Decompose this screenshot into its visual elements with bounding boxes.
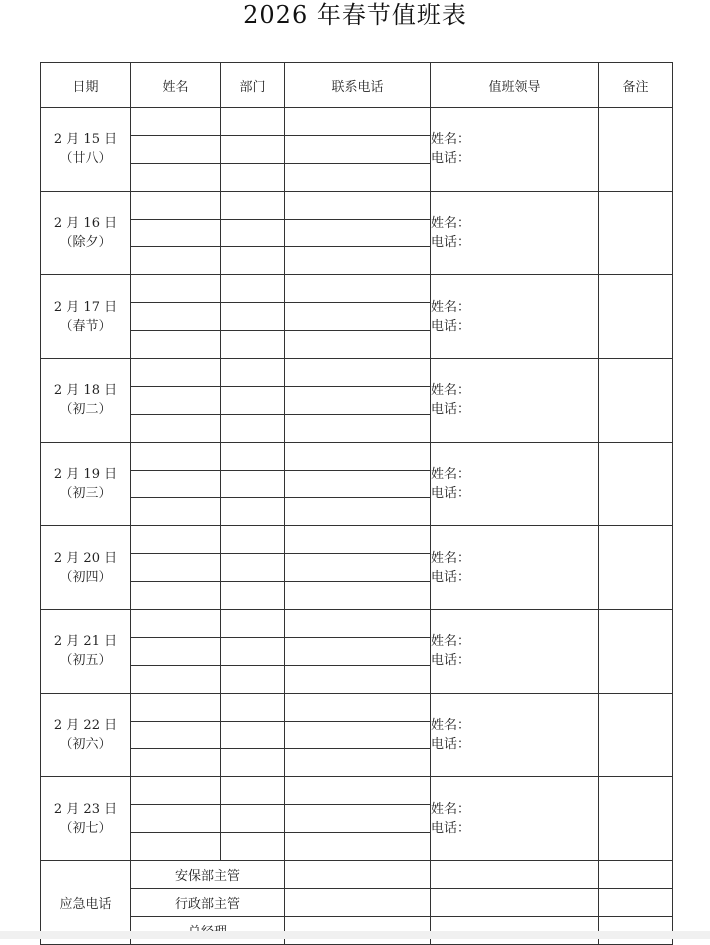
dept-cell[interactable] — [221, 582, 285, 610]
emergency-phone-cell[interactable] — [285, 889, 431, 917]
note-cell[interactable] — [599, 610, 673, 694]
dept-cell[interactable] — [221, 693, 285, 721]
leader-phone-label: 电话： — [431, 820, 471, 836]
day-row — [41, 359, 673, 387]
phone-cell[interactable] — [285, 805, 431, 833]
phone-cell[interactable] — [285, 470, 431, 498]
leader-cell[interactable] — [431, 610, 599, 694]
day-row — [41, 442, 673, 470]
page-bottom-edge — [0, 931, 710, 939]
day-row — [41, 275, 673, 303]
dept-cell[interactable] — [221, 163, 285, 191]
name-cell[interactable] — [131, 386, 221, 414]
leader-cell[interactable] — [431, 526, 599, 610]
page-title: 2026 年春节值班表 — [243, 1, 467, 29]
dept-cell[interactable] — [221, 442, 285, 470]
lunar-date-text: （初四） — [59, 569, 112, 585]
note-cell[interactable] — [599, 693, 673, 777]
leader-name-label: 姓名： — [431, 132, 471, 148]
leader-cell[interactable] — [431, 108, 599, 192]
phone-cell[interactable] — [285, 247, 431, 275]
phone-cell[interactable] — [285, 637, 431, 665]
phone-cell[interactable] — [285, 665, 431, 693]
lunar-date-text: （廿八） — [59, 151, 112, 167]
emergency-role: 行政部主管 — [131, 889, 285, 917]
phone-cell[interactable] — [285, 219, 431, 247]
name-cell[interactable] — [131, 805, 221, 833]
leader-name-label: 姓名： — [431, 216, 471, 231]
name-cell[interactable] — [131, 414, 221, 442]
day-row — [41, 108, 673, 136]
phone-cell[interactable] — [285, 526, 431, 554]
name-cell[interactable] — [131, 749, 221, 777]
lunar-date-text: （初三） — [59, 486, 112, 502]
leader-name-label: 姓名： — [431, 383, 471, 399]
phone-cell[interactable] — [285, 303, 431, 331]
leader-name-label: 姓名： — [431, 467, 471, 483]
emergency-phone-cell[interactable] — [285, 861, 431, 889]
name-cell[interactable] — [131, 554, 221, 582]
date-text: 2 月 17 日 — [53, 299, 118, 315]
name-cell[interactable] — [131, 610, 221, 638]
name-cell[interactable] — [131, 191, 221, 219]
dept-cell[interactable] — [221, 498, 285, 526]
phone-cell[interactable] — [285, 610, 431, 638]
name-cell[interactable] — [131, 163, 221, 191]
date-cell — [41, 359, 131, 443]
name-cell[interactable] — [131, 108, 221, 136]
emergency-role: 安保部主管 — [131, 861, 285, 889]
name-cell[interactable] — [131, 777, 221, 805]
lunar-date-text: （春节） — [59, 318, 112, 334]
date-cell — [41, 526, 131, 610]
dept-cell[interactable] — [221, 247, 285, 275]
dept-cell[interactable] — [221, 610, 285, 638]
phone-cell[interactable] — [285, 554, 431, 582]
date-cell — [41, 777, 131, 861]
note-cell[interactable] — [599, 191, 673, 275]
phone-cell[interactable] — [285, 749, 431, 777]
dept-cell[interactable] — [221, 414, 285, 442]
dept-cell[interactable] — [221, 386, 285, 414]
date-text: 2 月 16 日 — [53, 216, 118, 231]
dept-cell[interactable] — [221, 331, 285, 359]
header-leader: 值班领导 — [431, 63, 599, 108]
phone-cell[interactable] — [285, 275, 431, 303]
day-row — [41, 610, 673, 638]
lunar-date-text: （初二） — [59, 402, 112, 418]
dept-cell[interactable] — [221, 637, 285, 665]
leader-name-label: 姓名： — [431, 718, 471, 734]
header-note: 备注 — [599, 63, 673, 108]
dept-cell[interactable] — [221, 805, 285, 833]
name-cell[interactable] — [131, 303, 221, 331]
name-cell[interactable] — [131, 637, 221, 665]
phone-cell[interactable] — [285, 386, 431, 414]
name-cell[interactable] — [131, 247, 221, 275]
leader-phone-label: 电话： — [431, 318, 471, 334]
leader-name-label: 姓名： — [431, 634, 471, 650]
name-cell[interactable] — [131, 526, 221, 554]
emergency-note-cell[interactable] — [599, 889, 673, 917]
leader-name-label: 姓名： — [431, 801, 471, 817]
phone-cell[interactable] — [285, 108, 431, 136]
note-cell[interactable] — [599, 275, 673, 359]
note-cell[interactable] — [599, 526, 673, 610]
dept-cell[interactable] — [221, 665, 285, 693]
day-row — [41, 191, 673, 219]
name-cell[interactable] — [131, 275, 221, 303]
dept-cell[interactable] — [221, 526, 285, 554]
name-cell[interactable] — [131, 219, 221, 247]
leader-phone-label: 电话： — [431, 569, 471, 585]
dept-cell[interactable] — [221, 554, 285, 582]
date-cell — [41, 191, 131, 275]
lunar-date-text: （初六） — [59, 737, 112, 753]
dept-cell[interactable] — [221, 777, 285, 805]
phone-cell[interactable] — [285, 163, 431, 191]
date-text: 2 月 19 日 — [53, 467, 118, 483]
date-text: 2 月 22 日 — [53, 718, 118, 734]
phone-cell[interactable] — [285, 414, 431, 442]
dept-cell[interactable] — [221, 275, 285, 303]
phone-cell[interactable] — [285, 191, 431, 219]
date-text: 2 月 23 日 — [53, 801, 118, 817]
dept-cell[interactable] — [221, 721, 285, 749]
emergency-label: 应急电话 — [41, 861, 131, 945]
leader-name-label: 姓名： — [431, 550, 471, 566]
note-cell[interactable] — [599, 777, 673, 861]
lunar-date-text: （除夕） — [59, 235, 112, 250]
dept-cell[interactable] — [221, 219, 285, 247]
name-cell[interactable] — [131, 498, 221, 526]
header-phone: 联系电话 — [285, 63, 431, 108]
phone-cell[interactable] — [285, 693, 431, 721]
name-cell[interactable] — [131, 721, 221, 749]
day-row — [41, 526, 673, 554]
header-name: 姓名 — [131, 63, 221, 108]
phone-cell[interactable] — [285, 135, 431, 163]
name-cell[interactable] — [131, 470, 221, 498]
dept-cell[interactable] — [221, 833, 285, 861]
phone-cell[interactable] — [285, 777, 431, 805]
name-cell[interactable] — [131, 331, 221, 359]
note-cell[interactable] — [599, 359, 673, 443]
name-cell[interactable] — [131, 135, 221, 163]
phone-cell[interactable] — [285, 498, 431, 526]
dept-cell[interactable] — [221, 135, 285, 163]
leader-cell[interactable] — [431, 693, 599, 777]
dept-cell[interactable] — [221, 749, 285, 777]
name-cell[interactable] — [131, 359, 221, 387]
leader-phone-label: 电话： — [431, 737, 471, 753]
leader-cell[interactable] — [431, 275, 599, 359]
date-cell — [41, 275, 131, 359]
name-cell[interactable] — [131, 582, 221, 610]
name-cell[interactable] — [131, 665, 221, 693]
date-text: 2 月 18 日 — [53, 383, 118, 399]
emergency-row — [41, 889, 673, 917]
dept-cell[interactable] — [221, 191, 285, 219]
date-cell — [41, 693, 131, 777]
header-dept: 部门 — [221, 63, 285, 108]
note-cell[interactable] — [599, 442, 673, 526]
date-text: 2 月 15 日 — [53, 132, 118, 148]
duty-table — [40, 62, 673, 945]
header-date: 日期 — [41, 63, 131, 108]
dept-cell[interactable] — [221, 303, 285, 331]
emergency-note-cell[interactable] — [599, 861, 673, 889]
phone-cell[interactable] — [285, 442, 431, 470]
phone-cell[interactable] — [285, 833, 431, 861]
leader-cell[interactable] — [431, 442, 599, 526]
date-text: 2 月 20 日 — [53, 550, 118, 566]
leader-name-label: 姓名： — [431, 299, 471, 315]
phone-cell[interactable] — [285, 331, 431, 359]
phone-cell[interactable] — [285, 359, 431, 387]
note-cell[interactable] — [599, 108, 673, 192]
leader-cell[interactable] — [431, 359, 599, 443]
leader-cell[interactable] — [431, 191, 599, 275]
emergency-row — [41, 861, 673, 889]
leader-phone-label: 电话： — [431, 235, 471, 250]
date-text: 2 月 21 日 — [53, 634, 118, 650]
dept-cell[interactable] — [221, 470, 285, 498]
leader-phone-label: 电话： — [431, 151, 471, 167]
phone-cell[interactable] — [285, 582, 431, 610]
date-cell — [41, 442, 131, 526]
date-cell — [41, 610, 131, 694]
leader-phone-label: 电话： — [431, 486, 471, 502]
name-cell[interactable] — [131, 693, 221, 721]
lunar-date-text: （初七） — [59, 820, 112, 836]
lunar-date-text: （初五） — [59, 653, 112, 669]
name-cell[interactable] — [131, 442, 221, 470]
emergency-leader-cell[interactable] — [431, 889, 599, 917]
dept-cell[interactable] — [221, 359, 285, 387]
leader-phone-label: 电话： — [431, 653, 471, 669]
leader-cell[interactable] — [431, 777, 599, 861]
day-row — [41, 693, 673, 721]
day-row — [41, 777, 673, 805]
dept-cell[interactable] — [221, 108, 285, 136]
date-cell — [41, 108, 131, 192]
emergency-leader-cell[interactable] — [431, 861, 599, 889]
name-cell[interactable] — [131, 833, 221, 861]
phone-cell[interactable] — [285, 721, 431, 749]
header-row — [41, 63, 673, 108]
leader-phone-label: 电话： — [431, 402, 471, 418]
